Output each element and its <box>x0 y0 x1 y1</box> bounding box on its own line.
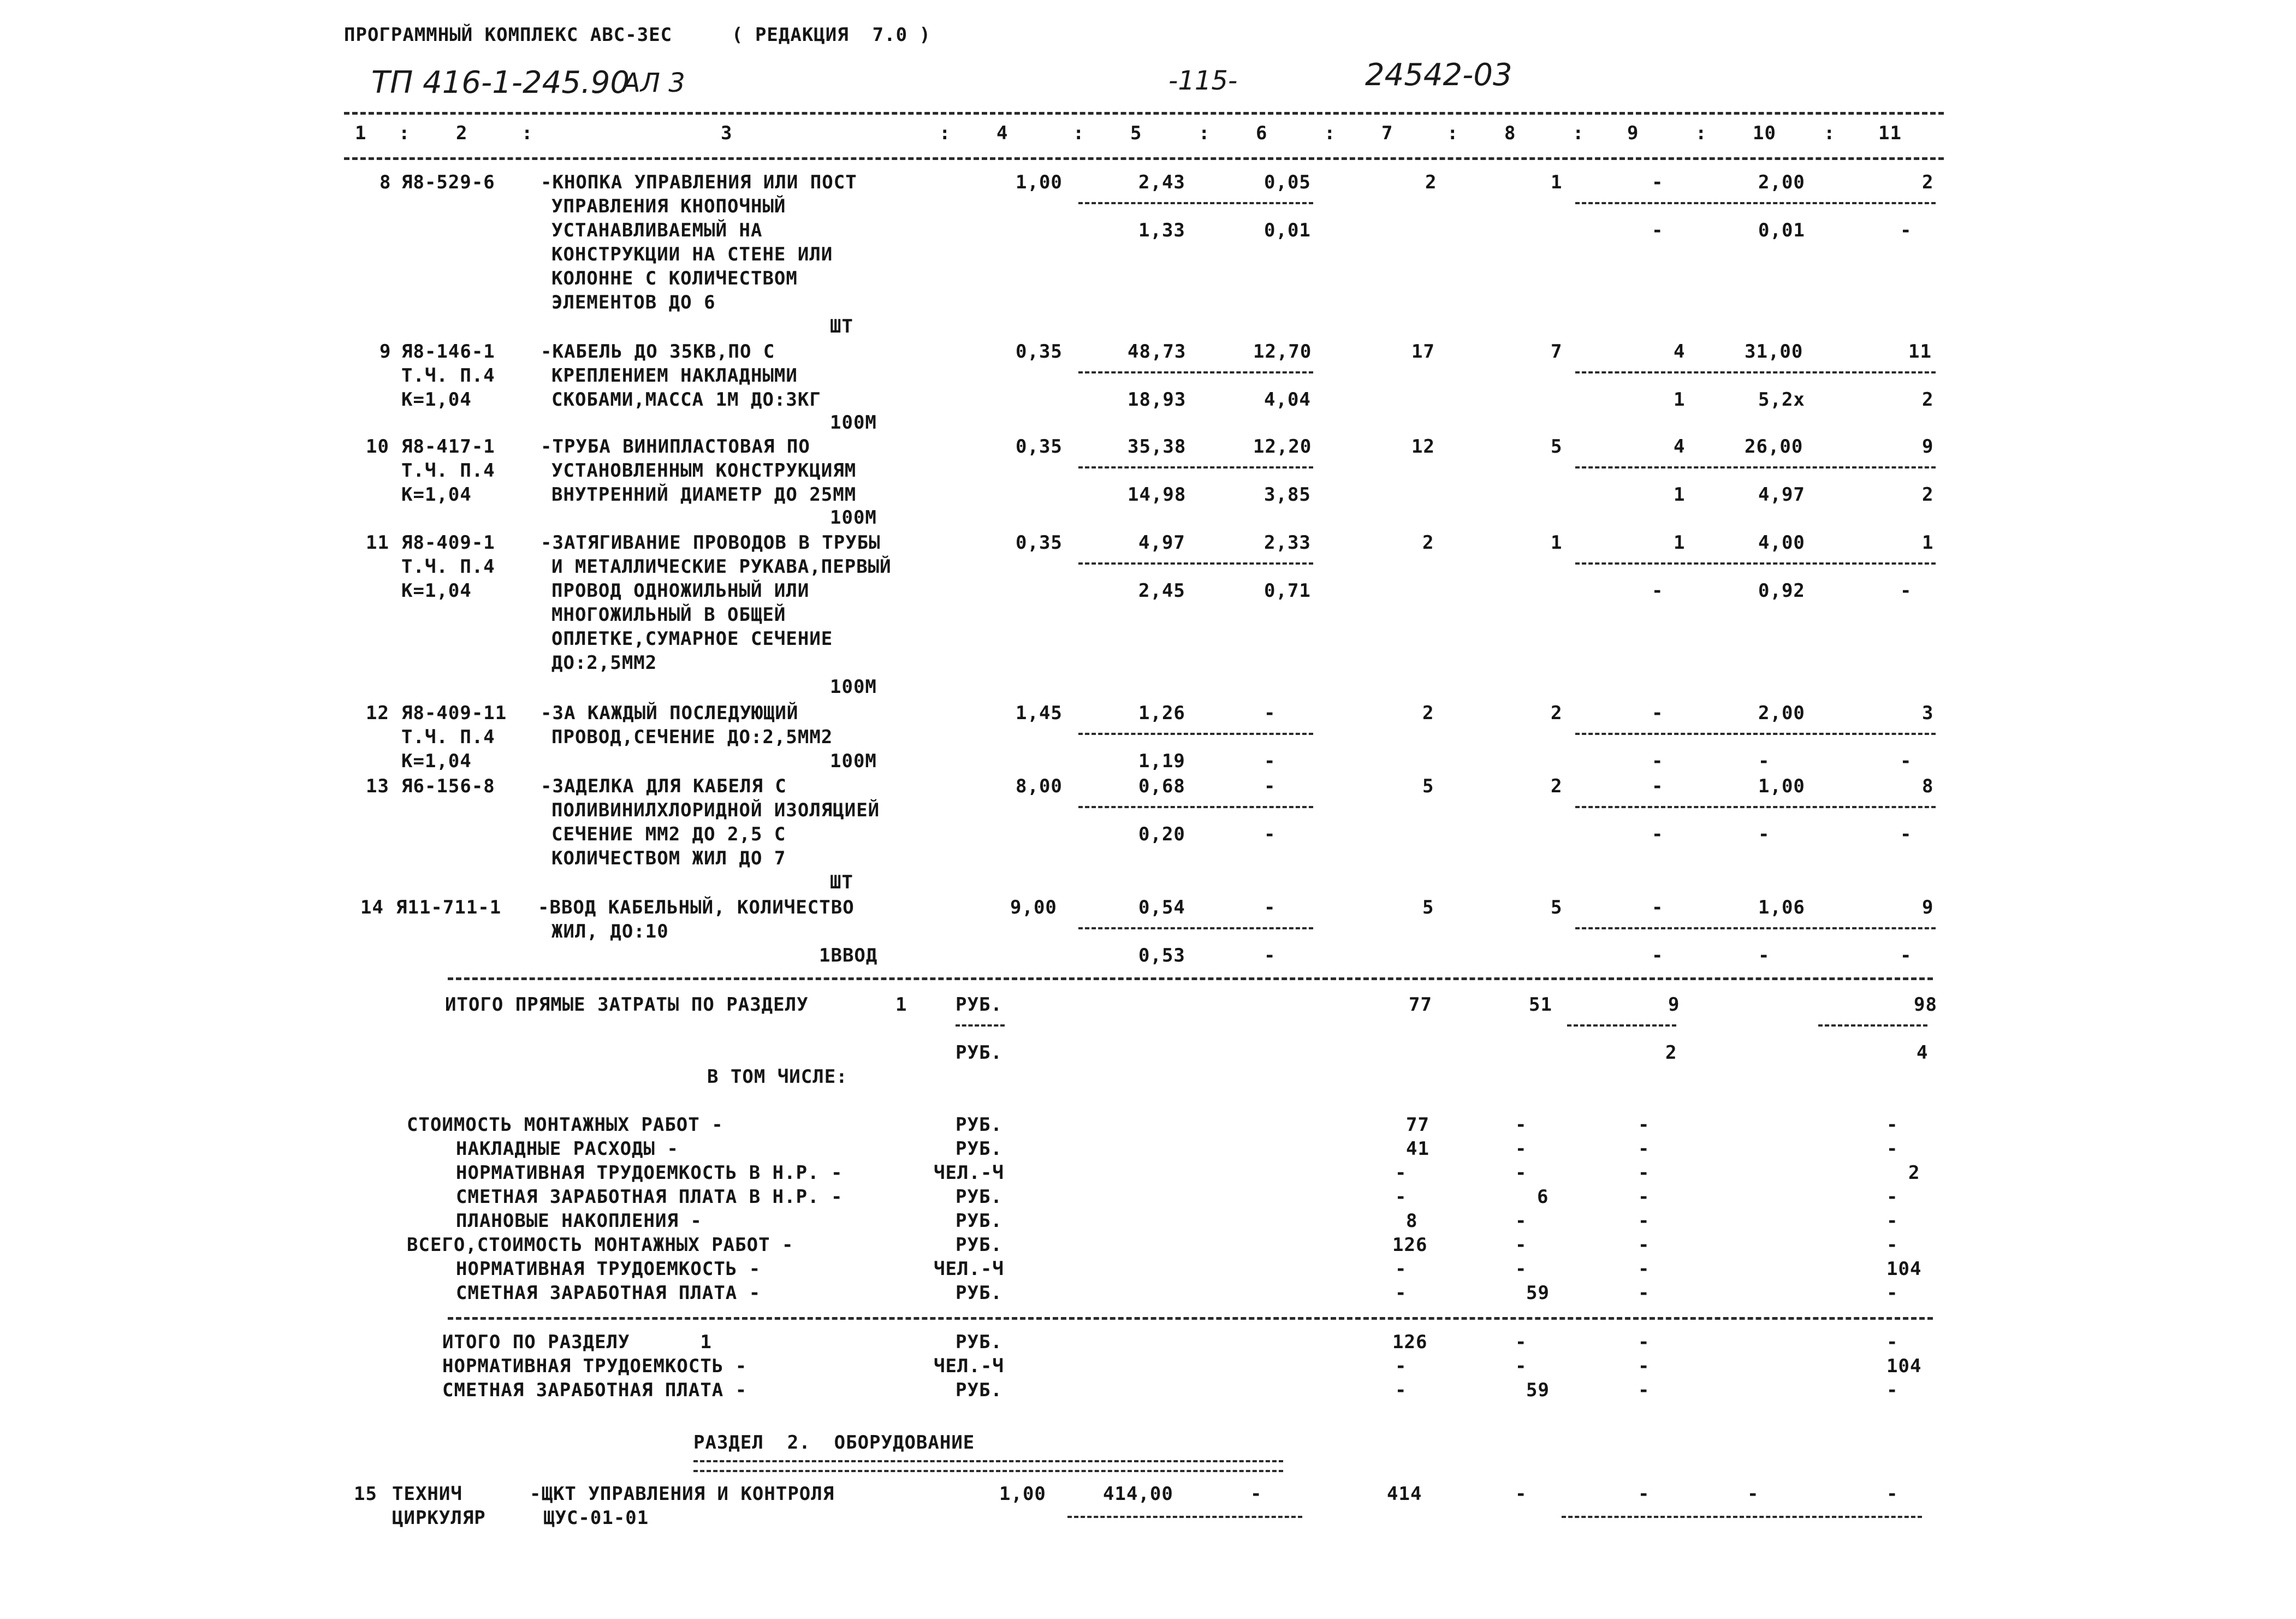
cell-c4: 0,35 <box>1016 436 1063 458</box>
cell-underline <box>1078 927 1313 929</box>
row-number: 11 <box>366 532 389 554</box>
cell-c11: 3 <box>1922 702 1934 724</box>
cell-c11: 9 <box>1922 897 1934 918</box>
cell-underline <box>1078 371 1313 373</box>
cell-s9: - <box>1652 823 1664 845</box>
cell-s11: - <box>1900 945 1912 966</box>
breakdown-c9: - <box>1638 1186 1650 1208</box>
cell-c9: - <box>1652 171 1664 193</box>
breakdown-c9: - <box>1638 1234 1650 1256</box>
cell-c7: 5 <box>1422 897 1434 918</box>
cell-underline <box>1567 1024 1676 1027</box>
cell-c4: 0,35 <box>1016 532 1063 554</box>
breakdown-unit: ЧЕЛ.-Ч <box>934 1162 1004 1184</box>
direct-costs-unit: РУБ. <box>956 994 1002 1016</box>
cell-c7: 17 <box>1411 341 1435 363</box>
section-total-unit: РУБ. <box>956 1331 1002 1353</box>
cell-c4: 1,00 <box>1016 171 1063 193</box>
cell-s9: 1 <box>1674 389 1686 411</box>
breakdown-c7: 77 <box>1406 1114 1429 1136</box>
cell-s6: 4,04 <box>1264 389 1311 411</box>
cell-underline <box>1078 202 1313 204</box>
breakdown-c8: - <box>1515 1138 1527 1160</box>
breakdown-c8: - <box>1515 1162 1527 1184</box>
cell-c7: 12 <box>1411 436 1435 458</box>
breakdown-c11: 2 <box>1908 1162 1920 1184</box>
col-sep: : <box>1447 122 1459 144</box>
col-9: 9 <box>1627 122 1639 144</box>
row-desc-line: КОЛОННЕ С КОЛИЧЕСТВОМ <box>551 268 798 289</box>
row-desc-line: -КНОПКА УПРАВЛЕНИЯ ИЛИ ПОСТ <box>541 171 857 193</box>
section-total-c11: - <box>1886 1331 1898 1353</box>
row-desc-line: -КАБЕЛЬ ДО 35КВ,ПО С <box>541 341 775 363</box>
section-total-c8: - <box>1515 1331 1527 1353</box>
row-desc-line: ВНУТРЕННИЙ ДИАМЕТР ДО 25ММ <box>551 484 857 506</box>
section-total-unit: РУБ. <box>956 1379 1002 1401</box>
cell-s5: 0,20 <box>1138 823 1185 845</box>
breakdown-c7: 41 <box>1406 1138 1429 1160</box>
breakdown-c8: - <box>1515 1114 1527 1136</box>
row-code: Я8-409-11 <box>401 702 507 724</box>
row-desc-line: ЖИЛ, ДО:10 <box>551 921 669 942</box>
cell-c11: 8 <box>1922 775 1934 797</box>
header-rule-bottom <box>344 157 1944 160</box>
row-desc-line: -ЗАТЯГИВАНИЕ ПРОВОДОВ В ТРУБЫ <box>541 532 881 554</box>
row-unit: ШТ <box>830 316 853 337</box>
row-unit: 100М <box>830 507 877 529</box>
cell-c8: 7 <box>1551 341 1563 363</box>
cell-c9: - <box>1638 1483 1650 1505</box>
direct-costs-section: 1 <box>895 994 907 1016</box>
row-desc-line: УСТАНОВЛЕННЫМ КОНСТРУКЦИЯМ <box>551 460 857 482</box>
row-code: Я8-409-1 <box>401 532 495 554</box>
cell-underline <box>1575 562 1936 565</box>
cell-underline <box>1078 806 1313 808</box>
row-desc-line: СКОБАМИ,МАССА 1М ДО:3КГ <box>551 389 821 411</box>
cell-c8: 1 <box>1551 171 1563 193</box>
cell-s10: 0,01 <box>1758 220 1805 241</box>
row-coef: К=1,04 <box>401 389 472 411</box>
row-code: Я8-417-1 <box>401 436 495 458</box>
cell-c7: 2 <box>1422 702 1434 724</box>
col-sep: : <box>1573 122 1585 144</box>
cell-s5: 14,98 <box>1128 484 1186 506</box>
col-2: 2 <box>456 122 468 144</box>
cell-c7: 2 <box>1425 171 1437 193</box>
breakdown-unit: РУБ. <box>956 1234 1002 1256</box>
breakdown-label: СТОИМОСТЬ МОНТАЖНЫХ РАБОТ - <box>407 1114 723 1136</box>
cell-c6: - <box>1264 897 1276 918</box>
breakdown-unit: ЧЕЛ.-Ч <box>934 1258 1004 1280</box>
row-desc-line: ДО:2,5ММ2 <box>551 652 657 674</box>
cell-s11: - <box>1900 220 1912 241</box>
row-desc-line: ЩУС-01-01 <box>543 1507 649 1529</box>
row-unit: 100М <box>830 412 877 434</box>
cell-s10: 0,92 <box>1758 580 1805 602</box>
section-total-c8: - <box>1515 1355 1527 1377</box>
cell-s6: - <box>1264 750 1276 772</box>
breakdown-label: НАКЛАДНЫЕ РАСХОДЫ - <box>456 1138 679 1160</box>
cell-c6: 2,33 <box>1264 532 1311 554</box>
direct-costs-c8: 51 <box>1529 994 1552 1016</box>
breakdown-unit: РУБ. <box>956 1282 1002 1304</box>
cell-c11: 11 <box>1908 341 1932 363</box>
breakdown-c9: - <box>1638 1138 1650 1160</box>
cell-c10: 2,00 <box>1758 702 1805 724</box>
row-code: ТЕХНИЧ <box>392 1483 462 1505</box>
cell-c8: 5 <box>1551 436 1563 458</box>
cell-s10: - <box>1758 750 1770 772</box>
row-desc-line: СЕЧЕНИЕ ММ2 ДО 2,5 С <box>551 823 786 845</box>
breakdown-label: ВСЕГО,СТОИМОСТЬ МОНТАЖНЫХ РАБОТ - <box>407 1234 794 1256</box>
row-desc-line: -ЗАДЕЛКА ДЛЯ КАБЕЛЯ С <box>541 775 787 797</box>
direct-costs-c11: 98 <box>1914 994 1937 1016</box>
breakdown-c9: - <box>1638 1258 1650 1280</box>
cell-s11: - <box>1900 580 1912 602</box>
section-total-label: ИТОГО ПО РАЗДЕЛУ 1 <box>442 1331 712 1353</box>
cell-c9: 4 <box>1674 436 1686 458</box>
row-desc-line: -ТРУБА ВИНИПЛАСТОВАЯ ПО <box>541 436 810 458</box>
breakdown-c8: - <box>1515 1210 1527 1232</box>
col-1: 1 <box>355 122 367 144</box>
row-desc-line: КОЛИЧЕСТВОМ ЖИЛ ДО 7 <box>551 847 786 869</box>
breakdown-c7: - <box>1395 1186 1407 1208</box>
col-sep: : <box>1824 122 1836 144</box>
col-sep: : <box>1324 122 1336 144</box>
row-code-note: Т.Ч. П.4 <box>401 726 495 748</box>
breakdown-c11: - <box>1886 1186 1898 1208</box>
section2-title-underline <box>693 1460 1283 1472</box>
cell-s5: 1,19 <box>1138 750 1185 772</box>
cell-c8: - <box>1515 1483 1527 1505</box>
cell-c11: 2 <box>1922 171 1934 193</box>
cell-c7: 2 <box>1422 532 1434 554</box>
cell-c11: 9 <box>1922 436 1934 458</box>
breakdown-label: ПЛАНОВЫЕ НАКОПЛЕНИЯ - <box>456 1210 702 1232</box>
section2-title: РАЗДЕЛ 2. ОБОРУДОВАНИЕ <box>693 1432 975 1454</box>
direct-costs-label: ИТОГО ПРЯМЫЕ ЗАТРАТЫ ПО РАЗДЕЛУ <box>445 994 809 1016</box>
cell-c5: 0,68 <box>1138 775 1185 797</box>
breakdown-c11: - <box>1886 1234 1898 1256</box>
cell-s9: - <box>1652 750 1664 772</box>
cell-s11: - <box>1900 823 1912 845</box>
cell-s11: - <box>1900 750 1912 772</box>
cell-underline <box>1575 466 1936 468</box>
section-total-label: НОРМАТИВНАЯ ТРУДОЕМКОСТЬ - <box>442 1355 747 1377</box>
cell-c10: 1,06 <box>1758 897 1805 918</box>
breakdown-c8: 59 <box>1526 1282 1550 1304</box>
breakdown-c9: - <box>1638 1282 1650 1304</box>
section-total-c8: 59 <box>1526 1379 1550 1401</box>
row-desc-line: -ВВОД КАБЕЛЬНЫЙ, КОЛИЧЕСТВО <box>538 897 855 918</box>
cell-c8: 5 <box>1551 897 1563 918</box>
row-code: Я8-529-6 <box>401 171 495 193</box>
breakdown-unit: РУБ. <box>956 1186 1002 1208</box>
breakdown-label: СМЕТНАЯ ЗАРАБОТНАЯ ПЛАТА В Н.Р. - <box>456 1186 843 1208</box>
cell-c9: - <box>1652 897 1664 918</box>
row-code-note: Т.Ч. П.4 <box>401 460 495 482</box>
cell-c5: 48,73 <box>1128 341 1186 363</box>
cell-c9: - <box>1652 775 1664 797</box>
cell-s10: - <box>1758 823 1770 845</box>
direct-costs-unit2: РУБ. <box>956 1042 1002 1064</box>
col-sep: : <box>1695 122 1707 144</box>
cell-s6: 0,01 <box>1264 220 1311 241</box>
section-total-c11: 104 <box>1886 1355 1922 1377</box>
breakdown-c7: - <box>1395 1282 1407 1304</box>
cell-c9: - <box>1652 702 1664 724</box>
cell-c11: 1 <box>1922 532 1934 554</box>
direct-costs-s11: 4 <box>1917 1042 1929 1064</box>
breakdown-label: НОРМАТИВНАЯ ТРУДОЕМКОСТЬ В Н.Р. - <box>456 1162 843 1184</box>
col-10: 10 <box>1753 122 1776 144</box>
cell-c10: 31,00 <box>1745 341 1803 363</box>
cell-c5: 4,97 <box>1138 532 1185 554</box>
breakdown-c11: - <box>1886 1114 1898 1136</box>
col-8: 8 <box>1504 122 1516 144</box>
totals-rule <box>448 977 1933 980</box>
cell-c4: 0,35 <box>1016 341 1063 363</box>
breakdown-c8: 6 <box>1537 1186 1549 1208</box>
row-unit: 100М <box>830 676 877 698</box>
section-total-c9: - <box>1638 1331 1650 1353</box>
cell-underline <box>1562 1516 1922 1518</box>
cell-underline <box>1078 562 1313 565</box>
row-number: 9 <box>379 341 391 363</box>
col-4: 4 <box>996 122 1008 144</box>
col-11: 11 <box>1878 122 1902 144</box>
col-sep: : <box>521 122 533 144</box>
cell-s5: 1,33 <box>1138 220 1185 241</box>
cell-s9: 1 <box>1674 484 1686 506</box>
section-total-c7: - <box>1395 1355 1407 1377</box>
cell-c9: 1 <box>1674 532 1686 554</box>
row-desc-line: ОПЛЕТКЕ,СУМАРНОЕ СЕЧЕНИЕ <box>551 628 833 650</box>
cell-underline <box>1575 927 1936 929</box>
cell-c10: 2,00 <box>1758 171 1805 193</box>
section-total-c7: 126 <box>1392 1331 1428 1353</box>
section-total-unit: ЧЕЛ.-Ч <box>934 1355 1004 1377</box>
direct-costs-c7: 77 <box>1409 994 1432 1016</box>
cell-s5: 0,53 <box>1138 945 1185 966</box>
cell-underline <box>1078 466 1313 468</box>
row-code-note: Т.Ч. П.4 <box>401 365 495 387</box>
row-number: 8 <box>379 171 391 193</box>
page-number: -115- <box>1168 66 1238 96</box>
cell-c5: 414,00 <box>1103 1483 1173 1505</box>
cell-c8: 2 <box>1551 775 1563 797</box>
col-sep: : <box>939 122 951 144</box>
row-coef: К=1,04 <box>401 484 472 506</box>
cell-c4: 9,00 <box>1010 897 1057 918</box>
row-desc-line: ПРОВОД,СЕЧЕНИЕ ДО:2,5ММ2 <box>551 726 833 748</box>
program-edition: ( РЕДАКЦИЯ 7.0 ) <box>732 24 931 46</box>
row-code: Я8-146-1 <box>401 341 495 363</box>
cell-s11: 2 <box>1922 389 1934 411</box>
breakdown-unit: РУБ. <box>956 1114 1002 1136</box>
cell-underline <box>956 1024 1005 1027</box>
cell-s6: - <box>1264 945 1276 966</box>
row-desc-line: КРЕПЛЕНИЕМ НАКЛАДНЫМИ <box>551 365 798 387</box>
cell-c9: 4 <box>1674 341 1686 363</box>
breakdown-c9: - <box>1638 1162 1650 1184</box>
cell-s5: 2,45 <box>1138 580 1185 602</box>
col-6: 6 <box>1256 122 1268 144</box>
breakdown-label: СМЕТНАЯ ЗАРАБОТНАЯ ПЛАТА - <box>456 1282 761 1304</box>
breakdown-c11: 104 <box>1886 1258 1922 1280</box>
cell-s11: 2 <box>1922 484 1934 506</box>
album-number: АЛ 3 <box>622 68 685 98</box>
cell-c10: 4,00 <box>1758 532 1805 554</box>
cell-s9: - <box>1652 220 1664 241</box>
cell-c6: 0,05 <box>1264 171 1311 193</box>
cell-underline <box>1818 1024 1927 1027</box>
including-label: В ТОМ ЧИСЛЕ: <box>707 1066 848 1088</box>
cell-c6: 12,70 <box>1253 341 1312 363</box>
breakdown-c11: - <box>1886 1138 1898 1160</box>
row-number: 13 <box>366 775 389 797</box>
direct-costs-s9: 2 <box>1665 1042 1677 1064</box>
breakdown-unit: РУБ. <box>956 1138 1002 1160</box>
cell-c6: 12,20 <box>1253 436 1312 458</box>
cell-c10: 1,00 <box>1758 775 1805 797</box>
section-total-c11: - <box>1886 1379 1898 1401</box>
section-total-c9: - <box>1638 1379 1650 1401</box>
row-desc-line: ПОЛИВИНИЛХЛОРИДНОЙ ИЗОЛЯЦИЕЙ <box>551 799 880 821</box>
row-number: 12 <box>366 702 389 724</box>
cell-underline <box>1575 733 1936 735</box>
doc-number: ТП 416-1-245.90 <box>371 65 630 100</box>
col-3: 3 <box>721 122 733 144</box>
cell-s6: - <box>1264 823 1276 845</box>
cell-underline <box>1575 371 1936 373</box>
row-code: Я6-156-8 <box>401 775 495 797</box>
cell-s6: 3,85 <box>1264 484 1311 506</box>
cell-c5: 2,43 <box>1138 171 1185 193</box>
row-number: 15 <box>354 1483 377 1505</box>
cell-c5: 1,26 <box>1138 702 1185 724</box>
cell-c5: 35,38 <box>1128 436 1186 458</box>
cell-underline <box>1575 202 1936 204</box>
row-unit: 1ВВОД <box>819 945 878 966</box>
breakdown-c7: - <box>1395 1258 1407 1280</box>
row-number: 14 <box>360 897 384 918</box>
row-unit: ШТ <box>830 871 853 893</box>
cell-c6: - <box>1250 1483 1262 1505</box>
row-desc-line: -ЩКТ УПРАВЛЕНИЯ И КОНТРОЛЯ <box>530 1483 835 1505</box>
cell-c4: 1,45 <box>1016 702 1063 724</box>
row-coef: К=1,04 <box>401 580 472 602</box>
col-5: 5 <box>1130 122 1142 144</box>
cell-c11: - <box>1886 1483 1898 1505</box>
row-coef: К=1,04 <box>401 750 472 772</box>
cell-underline <box>1575 806 1936 808</box>
breakdown-label: НОРМАТИВНАЯ ТРУДОЕМКОСТЬ - <box>456 1258 761 1280</box>
row-desc-line: УПРАВЛЕНИЯ КНОПОЧНЫЙ <box>551 195 786 217</box>
cell-s5: 18,93 <box>1128 389 1186 411</box>
section-total-rule <box>448 1317 1933 1320</box>
doc-code: 24542-03 <box>1365 57 1512 93</box>
row-code-note: ЦИРКУЛЯР <box>392 1507 486 1529</box>
cell-underline <box>1067 1516 1302 1518</box>
col-sep: : <box>1073 122 1085 144</box>
cell-c8: 1 <box>1551 532 1563 554</box>
section-total-c7: - <box>1395 1379 1407 1401</box>
cell-c7: 414 <box>1387 1483 1422 1505</box>
breakdown-c9: - <box>1638 1210 1650 1232</box>
cell-s9: - <box>1652 945 1664 966</box>
row-code: Я11-711-1 <box>396 897 502 918</box>
cell-c10: 26,00 <box>1745 436 1803 458</box>
breakdown-c11: - <box>1886 1282 1898 1304</box>
row-desc-line: ЭЛЕМЕНТОВ ДО 6 <box>551 292 716 313</box>
breakdown-c7: 126 <box>1392 1234 1428 1256</box>
section-total-label: СМЕТНАЯ ЗАРАБОТНАЯ ПЛАТА - <box>442 1379 747 1401</box>
cell-c6: - <box>1264 775 1276 797</box>
row-unit: 100М <box>830 750 877 772</box>
row-code-note: Т.Ч. П.4 <box>401 556 495 578</box>
breakdown-c7: - <box>1395 1162 1407 1184</box>
header-rule-top <box>344 112 1944 115</box>
breakdown-c7: 8 <box>1406 1210 1418 1232</box>
col-sep: : <box>1199 122 1211 144</box>
row-desc-line: И МЕТАЛЛИЧЕСКИЕ РУКАВА,ПЕРВЫЙ <box>551 556 892 578</box>
cell-s10: 5,2х <box>1758 389 1805 411</box>
row-desc-line: УСТАНАВЛИВАЕМЫЙ НА <box>551 220 763 241</box>
cell-c7: 5 <box>1422 775 1434 797</box>
cell-c4: 1,00 <box>999 1483 1046 1505</box>
col-sep: : <box>399 122 411 144</box>
cell-c10: - <box>1747 1483 1759 1505</box>
row-desc-line: -ЗА КАЖДЫЙ ПОСЛЕДУЮЩИЙ <box>541 702 799 724</box>
cell-c8: 2 <box>1551 702 1563 724</box>
row-desc-line: ПРОВОД ОДНОЖИЛЬНЫЙ ИЛИ <box>551 580 810 602</box>
row-desc-line: МНОГОЖИЛЬНЫЙ В ОБЩЕЙ <box>551 604 786 626</box>
cell-c4: 8,00 <box>1016 775 1063 797</box>
breakdown-c8: - <box>1515 1258 1527 1280</box>
program-title: ПРОГРАММНЫЙ КОМПЛЕКС АВС-ЗЕС <box>344 24 673 46</box>
cell-underline <box>1078 733 1313 735</box>
col-7: 7 <box>1381 122 1393 144</box>
breakdown-c11: - <box>1886 1210 1898 1232</box>
breakdown-c9: - <box>1638 1114 1650 1136</box>
cell-s10: - <box>1758 945 1770 966</box>
cell-c5: 0,54 <box>1138 897 1185 918</box>
breakdown-unit: РУБ. <box>956 1210 1002 1232</box>
direct-costs-c9: 9 <box>1668 994 1680 1016</box>
row-number: 10 <box>366 436 389 458</box>
cell-s9: - <box>1652 580 1664 602</box>
cell-s10: 4,97 <box>1758 484 1805 506</box>
breakdown-c8: - <box>1515 1234 1527 1256</box>
row-desc-line: КОНСТРУКЦИИ НА СТЕНЕ ИЛИ <box>551 244 833 265</box>
cell-s6: 0,71 <box>1264 580 1311 602</box>
section-total-c9: - <box>1638 1355 1650 1377</box>
cell-c6: - <box>1264 702 1276 724</box>
